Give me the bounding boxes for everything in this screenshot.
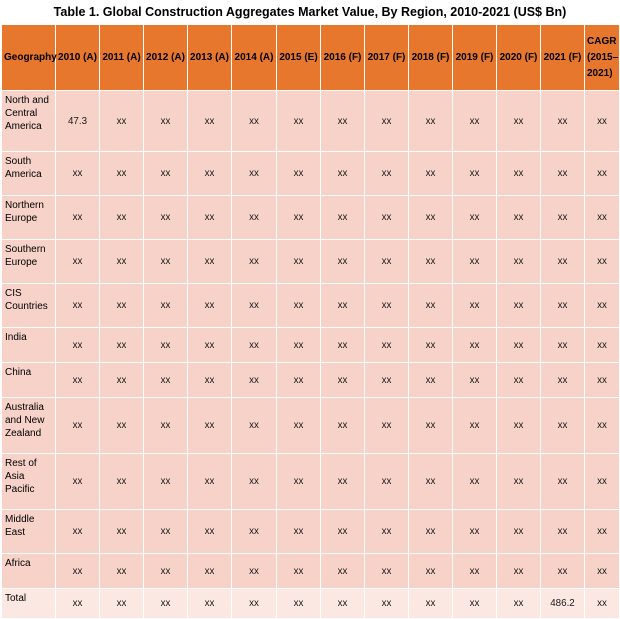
value-cell: xx — [497, 240, 541, 284]
value-cell: xx — [144, 454, 188, 510]
geography-cell: North and Central America — [2, 91, 56, 152]
value-cell: xx — [277, 196, 321, 240]
value-cell: xx — [144, 510, 188, 554]
value-cell: xx — [409, 398, 453, 454]
value-cell: xx — [497, 554, 541, 589]
value-cell: xx — [453, 454, 497, 510]
geography-cell: South America — [2, 152, 56, 196]
value-cell: xx — [56, 152, 100, 196]
value-cell: xx — [188, 398, 232, 454]
value-cell: xx — [277, 284, 321, 328]
table-caption: Table 1. Global Construction Aggregates Market Value, By Region, 2010-2021 (US$ Bn) — [53, 5, 567, 19]
value-cell: xx — [277, 91, 321, 152]
value-cell: xx — [585, 284, 620, 328]
column-header-year: 2013 (A) — [188, 25, 232, 91]
value-cell: xx — [56, 589, 100, 619]
value-cell: xx — [409, 554, 453, 589]
value-cell: xx — [541, 284, 585, 328]
table-row — [2, 589, 620, 619]
value-cell: xx — [409, 510, 453, 554]
column-header-year: 2020 (F) — [497, 25, 541, 91]
value-cell: xx — [188, 454, 232, 510]
value-cell: xx — [188, 91, 232, 152]
value-cell: xx — [409, 196, 453, 240]
column-header-year: 2021 (F) — [541, 25, 585, 91]
value-cell: xx — [585, 240, 620, 284]
value-cell: xx — [232, 510, 277, 554]
value-cell: xx — [144, 196, 188, 240]
value-cell: xx — [321, 454, 365, 510]
value-cell: xx — [585, 196, 620, 240]
value-cell: xx — [321, 589, 365, 619]
value-cell: xx — [100, 589, 144, 619]
value-cell: xx — [585, 328, 620, 363]
value-cell: xx — [100, 196, 144, 240]
value-cell: xx — [144, 398, 188, 454]
value-cell: xx — [497, 363, 541, 398]
value-cell: xx — [100, 91, 144, 152]
value-cell: xx — [188, 328, 232, 363]
value-cell: xx — [365, 91, 409, 152]
value-cell: xx — [365, 589, 409, 619]
value-cell: xx — [144, 240, 188, 284]
value-cell: xx — [321, 196, 365, 240]
value-cell: xx — [56, 363, 100, 398]
value-cell: xx — [453, 91, 497, 152]
value-cell: xx — [497, 196, 541, 240]
column-header-year: 2010 (A) — [56, 25, 100, 91]
geography-cell: China — [2, 363, 56, 398]
value-cell: xx — [232, 196, 277, 240]
value-cell: xx — [541, 363, 585, 398]
value-cell: xx — [232, 284, 277, 328]
table-row — [2, 284, 620, 328]
value-cell: xx — [188, 196, 232, 240]
value-cell: xx — [541, 554, 585, 589]
value-cell: xx — [232, 554, 277, 589]
value-cell: xx — [56, 328, 100, 363]
value-cell: xx — [277, 328, 321, 363]
value-cell: xx — [541, 328, 585, 363]
geography-cell: Total — [2, 589, 56, 619]
header-row — [2, 25, 620, 91]
value-cell: xx — [409, 240, 453, 284]
value-cell: xx — [100, 554, 144, 589]
value-cell: xx — [409, 454, 453, 510]
value-cell: xx — [497, 328, 541, 363]
value-cell: xx — [453, 240, 497, 284]
value-cell: xx — [144, 328, 188, 363]
column-header-year: 2014 (A) — [232, 25, 277, 91]
value-cell: xx — [453, 152, 497, 196]
geography-cell: Australia and New Zealand — [2, 398, 56, 454]
value-cell: 486.2 — [541, 589, 585, 619]
table-row — [2, 91, 620, 152]
value-cell: xx — [188, 152, 232, 196]
value-cell: xx — [56, 196, 100, 240]
geography-cell: Northern Europe — [2, 196, 56, 240]
value-cell: xx — [541, 454, 585, 510]
column-header-year: 2017 (F) — [365, 25, 409, 91]
geography-cell: Middle East — [2, 510, 56, 554]
value-cell: xx — [497, 510, 541, 554]
value-cell: xx — [188, 554, 232, 589]
value-cell: xx — [321, 152, 365, 196]
value-cell: xx — [497, 284, 541, 328]
column-header-year: 2016 (F) — [321, 25, 365, 91]
table-row — [2, 328, 620, 363]
value-cell: xx — [497, 152, 541, 196]
cagr-period: (2015–2021) — [587, 51, 619, 79]
value-cell: xx — [277, 398, 321, 454]
value-cell: xx — [365, 284, 409, 328]
value-cell: xx — [585, 152, 620, 196]
value-cell: xx — [232, 363, 277, 398]
value-cell: xx — [409, 152, 453, 196]
value-cell: xx — [321, 398, 365, 454]
value-cell: xx — [365, 454, 409, 510]
cagr-label: CAGR — [587, 35, 617, 47]
value-cell: xx — [321, 328, 365, 363]
value-cell: xx — [585, 363, 620, 398]
value-cell: xx — [541, 240, 585, 284]
table-row — [2, 454, 620, 510]
value-cell: xx — [453, 398, 497, 454]
value-cell: xx — [56, 398, 100, 454]
value-cell: xx — [188, 363, 232, 398]
value-cell: xx — [277, 510, 321, 554]
value-cell: xx — [585, 554, 620, 589]
table-row — [2, 240, 620, 284]
geography-cell: India — [2, 328, 56, 363]
value-cell: xx — [585, 454, 620, 510]
geography-cell: Rest of Asia Pacific — [2, 454, 56, 510]
column-header-year: 2011 (A) — [100, 25, 144, 91]
value-cell: xx — [56, 284, 100, 328]
value-cell: xx — [100, 363, 144, 398]
value-cell: xx — [541, 398, 585, 454]
value-cell: xx — [585, 589, 620, 619]
value-cell: xx — [453, 510, 497, 554]
value-cell: xx — [144, 91, 188, 152]
value-cell: xx — [277, 240, 321, 284]
value-cell: xx — [453, 554, 497, 589]
value-cell: xx — [232, 454, 277, 510]
value-cell: xx — [277, 152, 321, 196]
value-cell: xx — [365, 398, 409, 454]
value-cell: xx — [100, 152, 144, 196]
value-cell: xx — [585, 510, 620, 554]
table-row — [2, 363, 620, 398]
value-cell: xx — [497, 454, 541, 510]
value-cell: xx — [409, 589, 453, 619]
value-cell: xx — [321, 240, 365, 284]
table-row — [2, 196, 620, 240]
value-cell: xx — [321, 510, 365, 554]
value-cell: xx — [188, 589, 232, 619]
value-cell: xx — [144, 554, 188, 589]
value-cell: xx — [365, 240, 409, 284]
column-header-year: 2019 (F) — [453, 25, 497, 91]
value-cell: xx — [100, 454, 144, 510]
table-row — [2, 398, 620, 454]
value-cell: xx — [232, 240, 277, 284]
value-cell: xx — [56, 240, 100, 284]
table-row — [2, 152, 620, 196]
value-cell: xx — [541, 196, 585, 240]
value-cell: xx — [144, 152, 188, 196]
value-cell: xx — [541, 91, 585, 152]
value-cell: xx — [365, 328, 409, 363]
value-cell: xx — [144, 284, 188, 328]
value-cell: xx — [365, 363, 409, 398]
value-cell: xx — [56, 454, 100, 510]
value-cell: xx — [56, 554, 100, 589]
value-cell: xx — [409, 91, 453, 152]
value-cell: xx — [232, 152, 277, 196]
value-cell: xx — [365, 554, 409, 589]
value-cell: xx — [277, 454, 321, 510]
value-cell: xx — [365, 152, 409, 196]
value-cell: xx — [100, 328, 144, 363]
value-cell: xx — [541, 152, 585, 196]
value-cell: xx — [56, 510, 100, 554]
value-cell: xx — [277, 363, 321, 398]
value-cell: xx — [453, 589, 497, 619]
value-cell: xx — [144, 363, 188, 398]
value-cell: xx — [100, 510, 144, 554]
value-cell: 47.3 — [56, 91, 100, 152]
column-header-geography: Geography — [2, 25, 56, 91]
value-cell: xx — [585, 398, 620, 454]
table-row — [2, 510, 620, 554]
column-header-cagr — [585, 25, 620, 91]
geography-cell: Southern Europe — [2, 240, 56, 284]
value-cell: xx — [453, 328, 497, 363]
value-cell: xx — [188, 510, 232, 554]
value-cell: xx — [277, 589, 321, 619]
value-cell: xx — [321, 363, 365, 398]
value-cell: xx — [453, 284, 497, 328]
value-cell: xx — [232, 328, 277, 363]
value-cell: xx — [365, 196, 409, 240]
value-cell: xx — [321, 284, 365, 328]
value-cell: xx — [188, 240, 232, 284]
value-cell: xx — [100, 398, 144, 454]
value-cell: xx — [409, 284, 453, 328]
value-cell: xx — [277, 554, 321, 589]
market-value-table — [1, 24, 620, 619]
value-cell: xx — [188, 284, 232, 328]
value-cell: xx — [497, 589, 541, 619]
value-cell: xx — [321, 554, 365, 589]
value-cell: xx — [321, 91, 365, 152]
value-cell: xx — [585, 91, 620, 152]
geography-cell: CIS Countries — [2, 284, 56, 328]
table-body — [2, 91, 620, 619]
value-cell: xx — [100, 240, 144, 284]
value-cell: xx — [144, 589, 188, 619]
value-cell: xx — [541, 510, 585, 554]
value-cell: xx — [232, 91, 277, 152]
geography-cell: Africa — [2, 554, 56, 589]
value-cell: xx — [409, 363, 453, 398]
value-cell: xx — [365, 510, 409, 554]
table-row — [2, 554, 620, 589]
value-cell: xx — [409, 328, 453, 363]
value-cell: xx — [453, 363, 497, 398]
value-cell: xx — [100, 284, 144, 328]
value-cell: xx — [453, 196, 497, 240]
column-header-year: 2012 (A) — [144, 25, 188, 91]
column-header-year: 2018 (F) — [409, 25, 453, 91]
value-cell: xx — [232, 589, 277, 619]
value-cell: xx — [497, 398, 541, 454]
value-cell: xx — [232, 398, 277, 454]
column-header-year: 2015 (E) — [277, 25, 321, 91]
value-cell: xx — [497, 91, 541, 152]
